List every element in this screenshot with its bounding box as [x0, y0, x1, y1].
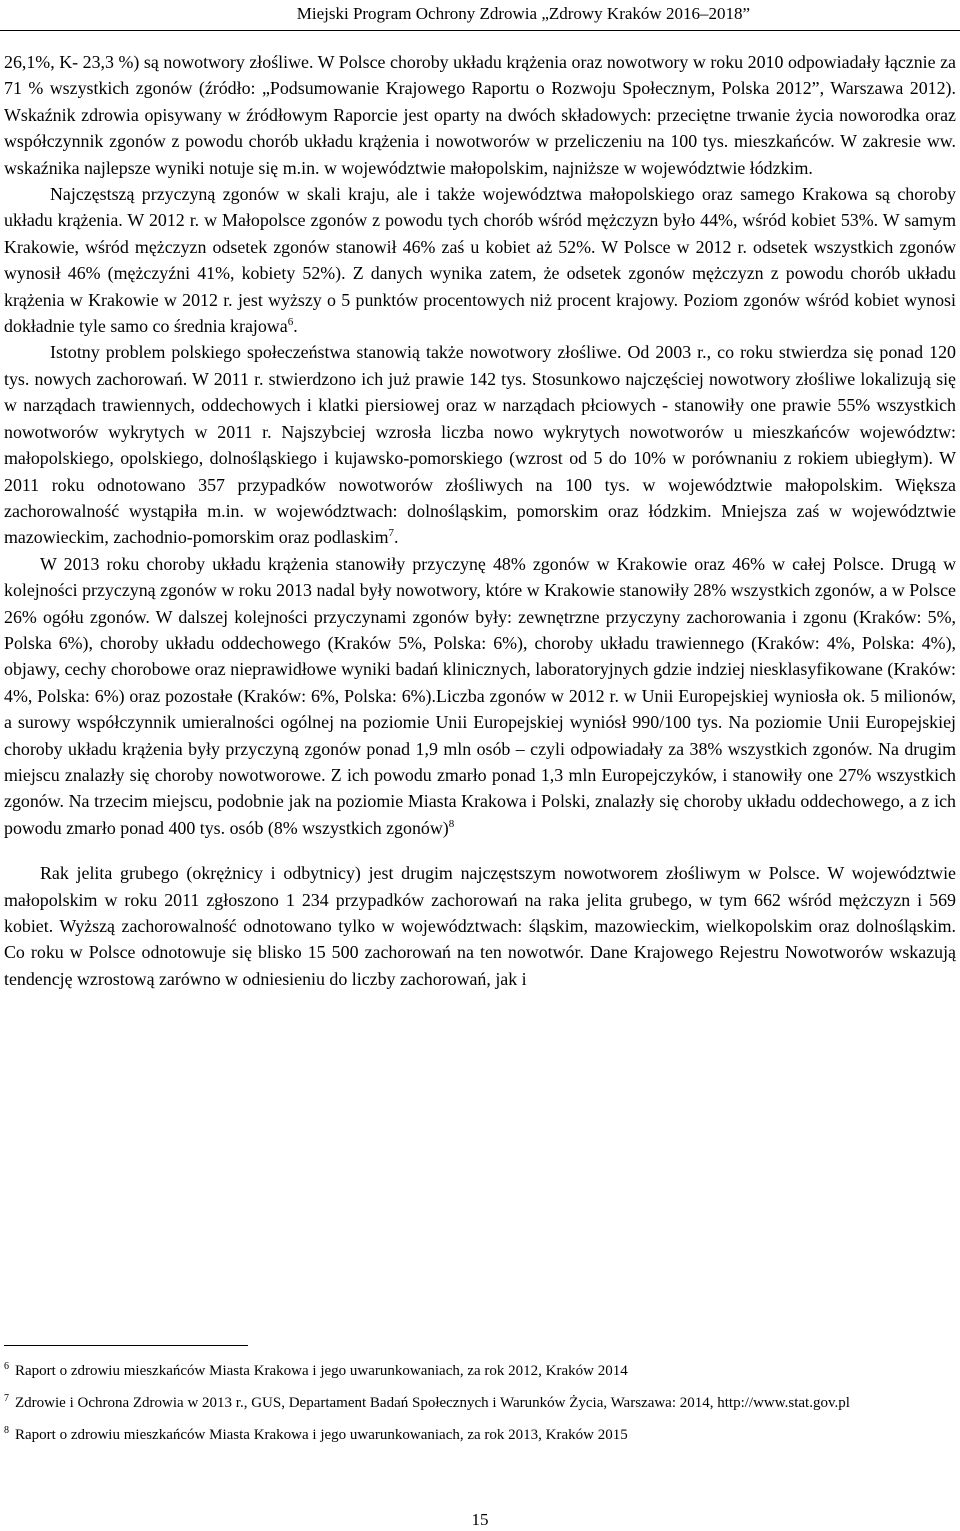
paragraph-3-end: . [394, 527, 399, 548]
footnotes [4, 1360, 956, 1456]
running-header: Miejski Program Ochrony Zdrowia „Zdrowy Kraków 2016–2018” [296, 4, 750, 23]
paragraph-5-text: Rak jelita grubego (okrężnicy i odbytnicy) jest drugim najczęstszym nowotworem złośliwym w Polsce. W województwie małopolskim w roku 2011 zgłoszono 1 234 przypadków zachorowań na raka jelita grubego, w tym 662 wśród mężczyzn i 569 kobiet. Wyższą zachorowalność odnotowano tylko w województwach: śląskim, mazowieckim, wielkopolskim oraz dolnośląskim. Co roku w Polsce odnotowuje się blisko 15 500 zachorowań na ten nowotwór. Dane Krajowego Rejestru Nowotworów wskazują tendencję wzrostową zarówno w odniesieniu do liczby zachorowań, jak i [4, 863, 956, 989]
paragraph-spacer [4, 841, 956, 860]
paragraph-3 [4, 339, 956, 550]
paragraph-5 [4, 860, 956, 992]
body-text [4, 49, 956, 992]
paragraph-2-text: Najczęstszą przyczyną zgonów w skali kraju, ale i także województwa małopolskiego oraz samego Krakowa są choroby układu krążenia. W 2012 r. w Małopolsce zgonów z powodu tych chorób wśród mężczyzn było 44%, wśród kobiet 53%. W samym Krakowie, wśród mężczyzn odsetek zgonów stanowił 46% zaś u kobiet aż 52%. W Polsce w 2012 r. odsetek wszystkich zgonów wynosił 46% (mężczyźni 41%, kobiety 52%). Z danych wynika zatem, że odsetek zgonów mężczyzn z powodu chorób układu krążenia w Krakowie w 2012 r. jest wyższy o 5 punktów procentowych niż procent krajowy. Poziom zgonów wśród kobiet wynosi dokładnie tyle samo co średnia krajowa [4, 184, 956, 337]
paragraph-4-text: W 2013 roku choroby układu krążenia stanowiły przyczynę 48% zgonów w Krakowie oraz 46% w całej Polsce. Drugą w kolejności przyczyną zgonów w roku 2013 nadal były nowotwory, które w Krakowie stanowiły 28% wszystkich zgonów, a w Polsce 26% ogółu zgonów. W dalszej kolejności przyczynami zgonów były: zewnętrzne przyczyny zachorowania i zgonu (Kraków: 5%, Polska 6%), choroby układu oddechowego (Kraków 5%, Polska: 6%), choroby układu trawiennego (Kraków: 4%, Polska: 4%), objawy, cechy chorobowe oraz nieprawidłowe wyniki badań klinicznych, laboratoryjnych gdzie indziej niesklasyfikowane (Kraków: 4%, Polska: 6%) oraz pozostałe (Kraków: 6%, Polska: 6%).Liczba zgonów w 2012 r. w Unii Europejskiej wyniosła ok. 5 milionów, a surowy współczynnik umieralności ogólnej na poziomie Unii Europejskiej wyniósł 990/100 tys. Na poziomie Unii Europejskiej choroby układu krążenia były przyczyną zgonów ponad 1,9 mln osób – czyli odpowiadały za 38% wszystkich zgonów. Na drugim miejscu znalazły się choroby nowotworowe. Z ich powodu zmarło ponad 1,3 mln Europejczyków, i stanowiły one 27% wszystkich zgonów. Na trzecim miejscu, podobnie jak na poziomie Miasta Krakowa i Polski, znalazły się choroby układu oddechowego, a z ich powodu zmarło ponad 400 tys. osób (8% wszystkich zgonów) [4, 553, 956, 838]
paragraph-2-end: . [293, 316, 298, 337]
footnote-number: 7 [4, 1393, 9, 1404]
header-divider [0, 30, 960, 31]
page-number: 15 [471, 1510, 489, 1529]
paragraph-3-text: Istotny problem polskiego społeczeństwa stanowią także nowotwory złośliwe. Od 2003 r., co roku stwierdza się ponad 120 tys. nowych zachorowań. W 2011 r. stwierdzono ich już prawie 142 tys. Stosunkowo najczęściej nowotwory złośliwe lokalizują się w narządach trawiennych, oddechowych i klatki piersiowej oraz w narządach płciowych - stanowiły one prawie 55% wszystkich nowotworów wykrytych w 2011 r. Najszybciej wzrosła liczba nowo wykrytych nowotworów u mieszkańców województw: małopolskiego, opolskiego, dolnośląskiego i kujawsko-pomorskiego (wzrost od 5 do 10% w porównaniu z rokiem ubiegłym). W 2011 roku odnotowano 357 przypadków nowotworów złośliwych na 100 tys. w województwie małopolskim. Większa zachorowalność wystąpiła m.in. w województwach: dolnośląskim, pomorskim oraz łódzkim. Mniejsza zaś w województwie mazowieckim, zachodnio-pomorskim oraz podlaskim [4, 342, 956, 548]
footnote-text: Raport o zdrowiu mieszkańców Miasta Krakowa i jego uwarunkowaniach, za rok 2012, Kraków 2014 [15, 1363, 628, 1379]
paragraph-2 [4, 181, 956, 339]
footnote-ref-6[interactable]: 6 [287, 316, 294, 329]
footnote [4, 1424, 956, 1446]
footnote-ref-7[interactable]: 7 [388, 527, 395, 540]
paragraph-1 [4, 49, 956, 181]
footnote [4, 1392, 956, 1414]
footnote-divider [4, 1345, 248, 1346]
footnote-text: Zdrowie i Ochrona Zdrowia w 2013 r., GUS, Departament Badań Społecznych i Warunków Życia, Warszawa: 2014, http://www.stat.gov.pl [15, 1395, 850, 1411]
footnote [4, 1360, 956, 1382]
paragraph-1-text: 26,1%, K- 23,3 %) są nowotwory złośliwe. W Polsce choroby układu krążenia oraz nowotwory w roku 2010 odpowiadały łącznie za 71 % wszystkich zgonów (źródło: „Podsumowanie Krajowego Raportu o Rozwoju Społecznym, Polska 2012”, Warszawa 2012). Wskaźnik zdrowia opisywany w źródłowym Raporcie jest oparty na dwóch składowych: przeciętne trwanie życia noworodka oraz współczynnik zgonów z powodu chorób układu krążenia i nowotworów w przeliczeniu na 100 tys. mieszkańców. W zakresie ww. wskaźnika najlepsze wyniki notuje się m.in. w województwie małopolskim, najniższe w województwie łódzkim. [4, 52, 956, 178]
paragraph-4 [4, 551, 956, 841]
footnote-text: Raport o zdrowiu mieszkańców Miasta Krakowa i jego uwarunkowaniach, za rok 2013, Kraków 2015 [15, 1427, 628, 1443]
footnote-ref-8[interactable]: 8 [448, 817, 455, 830]
footnote-number: 8 [4, 1425, 9, 1436]
footnote-number: 6 [4, 1361, 9, 1372]
